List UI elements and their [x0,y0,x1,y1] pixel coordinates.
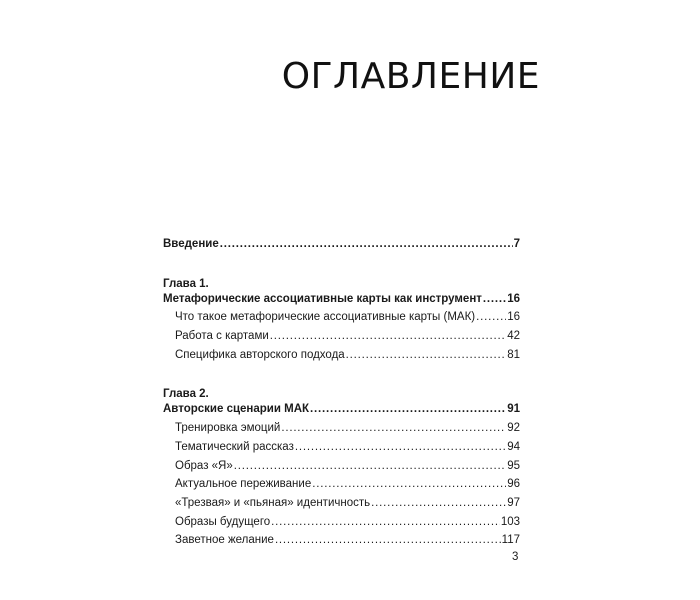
toc-entry-label: Тематический рассказ [175,440,294,453]
toc-entry-label: Авторские сценарии МАК [163,403,310,416]
toc-leader-dots [220,238,513,250]
toc-entry [163,441,520,460]
toc-entry-page: 103 [500,515,520,528]
toc-entry-page: 91 [507,403,520,416]
toc-entry-page: 16 [507,292,520,305]
page-title: ОГЛАВЛЕНИЕ [281,56,540,97]
toc-entry-label: Работа с картами [175,330,269,343]
toc-entry-label: Введение [163,238,219,250]
toc-entry [163,311,520,330]
toc-entry [163,516,520,535]
toc-leader-dots [270,330,506,342]
toc-entry-page: 96 [507,478,520,491]
toc-entry [163,460,520,479]
toc-leader-dots [371,497,506,509]
toc-leader-dots [281,422,506,434]
page-number: 3 [512,551,519,563]
toc-entry-page: 81 [507,348,520,361]
table-of-contents [163,238,520,553]
toc-entry-label: «Трезвая» и «пьяная» идентичность [175,496,371,509]
toc-entry [163,497,520,516]
toc-entry [163,330,520,349]
toc-entry [163,349,520,368]
toc-entry [163,478,520,497]
toc-leader-dots [275,534,501,546]
toc-entry-chapter-1 [163,293,520,312]
toc-entry-label: Образ «Я» [175,459,233,472]
toc-entry-page: 92 [507,422,520,435]
toc-entry-page: 97 [507,496,520,509]
toc-leader-dots [483,293,506,305]
toc-leader-dots [346,349,507,361]
toc-entry-page: 7 [513,238,520,250]
toc-leader-dots [234,460,506,472]
toc-entry-page: 117 [501,534,520,547]
toc-entry-label: Что такое метафорические ассоциативные карты (МАК) [175,311,476,324]
toc-leader-dots [271,516,500,528]
chapter-2-heading: Глава 2. [163,388,209,401]
toc-entry-label: Заветное желание [175,534,274,547]
toc-leader-dots [476,311,506,323]
toc-entry-chapter-2 [163,403,520,422]
toc-entry-label: Тренировка эмоций [175,422,281,435]
toc-entry-intro [163,238,520,257]
toc-entry-page: 16 [507,311,520,324]
toc-entry-label: Актуальное переживание [175,478,312,491]
toc-entry-label: Метафорические ассоциативные карты как инструмент [163,292,482,305]
toc-entry [163,422,520,441]
toc-entry-page: 94 [507,440,520,453]
toc-leader-dots [310,403,506,415]
toc-entry-label: Образы будущего [175,515,271,528]
toc-leader-dots [312,478,506,490]
toc-leader-dots [295,441,506,453]
chapter-1-heading: Глава 1. [163,277,209,290]
toc-entry-label: Специфика авторского подхода [175,348,345,361]
toc-entry [163,534,520,553]
toc-entry-page: 42 [507,330,520,343]
toc-entry-page: 95 [507,459,520,472]
